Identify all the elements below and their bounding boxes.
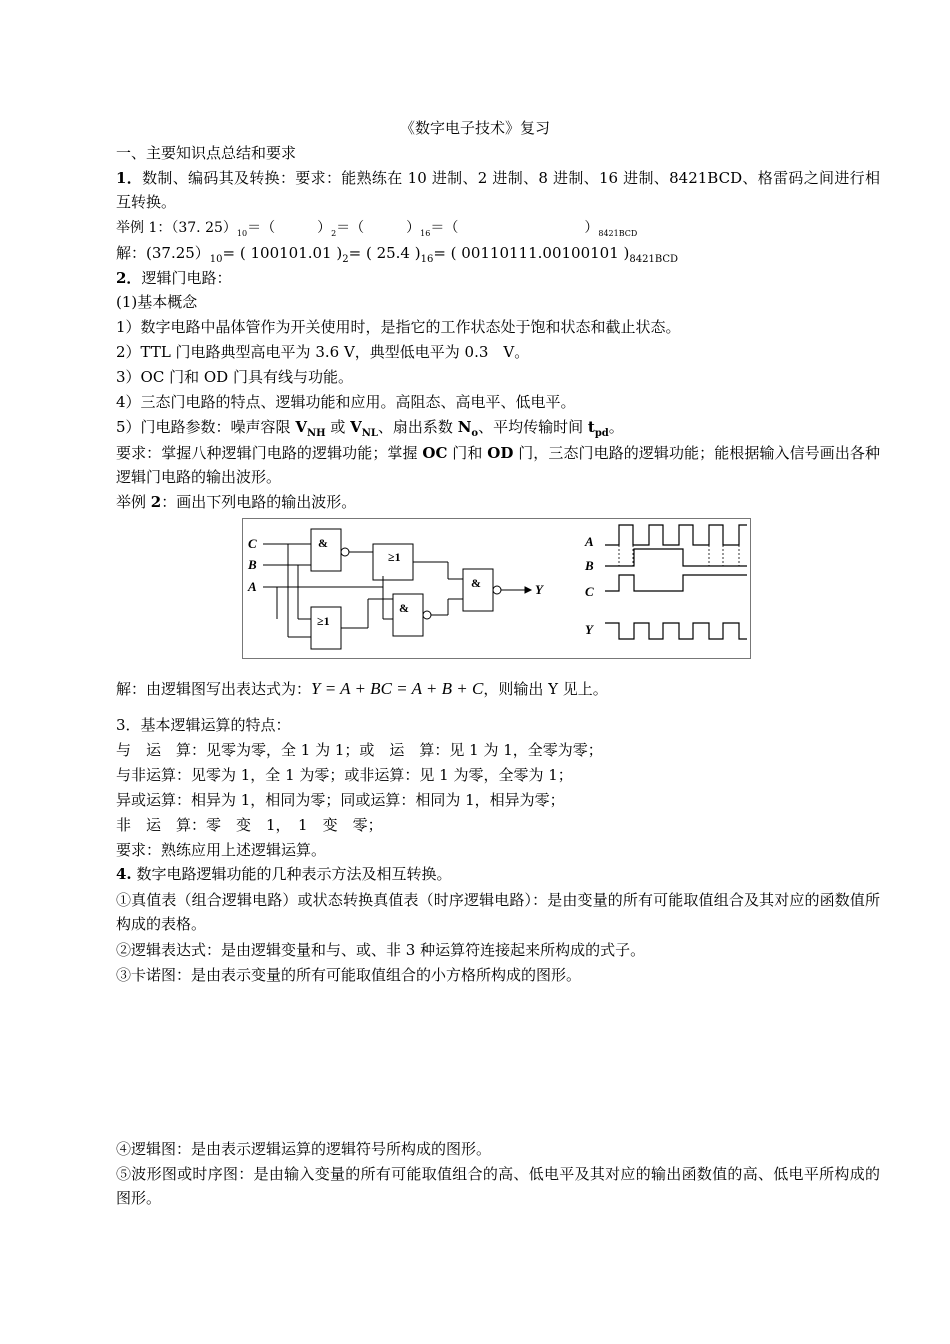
sol1-v2: = ( 100101.01 ) bbox=[222, 244, 343, 262]
doc-title: 《数字电子技术》复习 bbox=[399, 119, 550, 137]
example-1 bbox=[116, 217, 880, 245]
section-heading: 一、主要知识点总结和要求 bbox=[116, 144, 297, 162]
c5-or: 或 bbox=[325, 418, 351, 436]
op-line-4: 非 运 算：零 变 1， 1 变 零； bbox=[116, 816, 383, 834]
num-2: 2． bbox=[116, 269, 142, 287]
c5-end: 。 bbox=[608, 418, 624, 436]
gate-or-1-symbol: ≥1 bbox=[388, 550, 401, 564]
req2-od: OD bbox=[487, 444, 514, 462]
op-line-1: 与 运 算：见零为零，全 1 为 1；或 运 算：见 1 为 1，全零为零； bbox=[116, 741, 603, 759]
ex1-sub2: 2 bbox=[331, 229, 337, 238]
wave-a-label: A bbox=[585, 534, 594, 549]
method-3: ③卡诺图：是由表示变量的所有可能取值组合的小方格所构成的图形。 bbox=[116, 966, 582, 984]
ex2-b: ：画出下列电路的输出波形。 bbox=[161, 493, 357, 511]
requirement-3: 要求：熟练应用上述逻辑运算。 bbox=[116, 841, 327, 859]
c5-b: 、扇出系数 bbox=[377, 418, 458, 436]
sol1-subbcd: 8421BCD bbox=[629, 254, 679, 265]
c5-t: t bbox=[587, 418, 595, 436]
wave-a bbox=[605, 525, 747, 545]
req2-c: 门，三态门电路的逻辑功能；能根据输入信号画出各种逻辑门电路的输出波形。 bbox=[116, 444, 880, 486]
wave-b bbox=[605, 549, 747, 566]
gate-and-1-symbol: & bbox=[318, 536, 328, 550]
ex2-n: 2 bbox=[150, 493, 162, 511]
wave-y bbox=[605, 623, 747, 639]
concept-4: 4）三态门电路的特点、逻辑功能和应用。高阻态、高电平、低电平。 bbox=[116, 393, 576, 411]
sol1-sub2: 2 bbox=[342, 254, 349, 265]
concept-2: 2）TTL 门电路典型高电平为 3.6 V，典型低电平为 0.3 V。 bbox=[116, 343, 530, 361]
ex1-sub10: 10 bbox=[236, 229, 248, 238]
paragraph-4 bbox=[116, 863, 880, 885]
p4-text: 数字电路逻辑功能的几种表示方法及相互转换。 bbox=[131, 865, 452, 883]
ex1-eq1: ＝（ ） bbox=[247, 220, 332, 236]
c5-n: N bbox=[457, 418, 472, 436]
requirement-2 bbox=[116, 441, 880, 489]
c5-nh: NH bbox=[306, 428, 326, 439]
num-4: 4. bbox=[116, 865, 132, 883]
sol2-a: 解：由逻辑图写出表达式为： bbox=[116, 680, 312, 698]
logic-circuit-figure bbox=[242, 518, 751, 659]
sol1-sub10: 10 bbox=[209, 254, 223, 265]
ex1-subbcd: 8421BCD bbox=[598, 229, 638, 238]
method-5: ⑤波形图或时序图：是由输入变量的所有可能取值组合的高、低电平及其对应的输出函数值的高、低电平所构成的图形。 bbox=[116, 1165, 880, 1207]
gate-and-3-symbol: & bbox=[471, 576, 481, 590]
basic-concepts: (1)基本概念 bbox=[116, 293, 198, 311]
sol2-b: ，则输出 Y 见上。 bbox=[483, 680, 608, 698]
c5-o: o bbox=[471, 428, 479, 439]
req2-oc: OC bbox=[422, 444, 448, 462]
paragraph-3: 3．基本逻辑运算的特点： bbox=[116, 716, 291, 734]
op-line-3: 异或运算：相异为 1，相同为零；同或运算：相同为 1，相异为零； bbox=[116, 791, 565, 809]
sol1-vbcd: = ( 00110111.00100101 ) bbox=[433, 244, 630, 262]
sol1-sub16: 16 bbox=[420, 254, 434, 265]
ex1-eq2: ＝（ ） bbox=[336, 220, 421, 236]
c5-v2: V bbox=[350, 418, 362, 436]
method-2: ②逻辑表达式：是由逻辑变量和与、或、非 3 种运算符连接起来所构成的式子。 bbox=[116, 941, 646, 959]
sol1-label: 解：(37.25） bbox=[116, 244, 210, 262]
concept-1: 1）数字电路中晶体管作为开关使用时，是指它的工作状态处于饱和状态和截止状态。 bbox=[116, 318, 681, 336]
method-4: ④逻辑图：是由表示逻辑运算的逻辑符号所构成的图形。 bbox=[116, 1140, 492, 1158]
p1-text: 数制、编码其及转换：要求：能熟练在 10 进制、2 进制、8 进制、16 进制、8421BCD、格雷码之间进行相互转换。 bbox=[116, 169, 881, 211]
sol1-v16: = ( 25.4 ) bbox=[348, 244, 421, 262]
ex1-sub16: 16 bbox=[420, 229, 431, 238]
c5-a: 5）门电路参数：噪声容限 bbox=[116, 418, 296, 436]
concept-3: 3）OC 门和 OD 门具有线与功能。 bbox=[116, 368, 353, 386]
c5-c: 、平均传输时间 bbox=[478, 418, 588, 436]
c5-v1: V bbox=[295, 418, 307, 436]
num-1: 1． bbox=[116, 169, 143, 187]
req2-b: 门和 bbox=[447, 444, 488, 462]
example-2 bbox=[116, 491, 880, 513]
op-line-2: 与非运算：见零为 1，全 1 为零；或非运算：见 1 为零，全零为 1； bbox=[116, 766, 573, 784]
p2-text: 逻辑门电路： bbox=[141, 269, 232, 287]
ex1-eq3: ＝（ ） bbox=[430, 220, 599, 236]
paragraph-1 bbox=[116, 166, 880, 214]
solution-2 bbox=[116, 678, 880, 700]
gate-or-2-symbol: ≥1 bbox=[317, 614, 330, 628]
method-1: ①真值表（组合逻辑电路）或状态转换真值表（时序逻辑电路）：是由变量的所有可能取值组合及其对应的函数值所构成的表格。 bbox=[116, 891, 880, 933]
input-c-label: C bbox=[248, 536, 257, 551]
req2-a: 要求：掌握八种逻辑门电路的逻辑功能；掌握 bbox=[116, 444, 423, 462]
c5-nl: NL bbox=[361, 428, 378, 439]
output-y-label: Y bbox=[535, 582, 543, 597]
wave-y-label: Y bbox=[585, 622, 593, 637]
wave-c bbox=[605, 575, 747, 591]
wave-b-label: B bbox=[585, 558, 594, 573]
ex2-a: 举例 bbox=[116, 493, 151, 511]
circuit-svg bbox=[243, 519, 750, 658]
c5-pd: pd bbox=[594, 428, 609, 439]
input-b-label: B bbox=[248, 557, 257, 572]
wave-c-label: C bbox=[585, 584, 594, 599]
paragraph-2 bbox=[116, 267, 880, 289]
gate-and-2-symbol: & bbox=[399, 601, 409, 615]
logic-expression: Y = A + BC = A + B + C bbox=[311, 679, 484, 698]
ex1-label: 举例 1：（37. 25） bbox=[116, 220, 237, 236]
input-a-label: A bbox=[248, 579, 257, 594]
